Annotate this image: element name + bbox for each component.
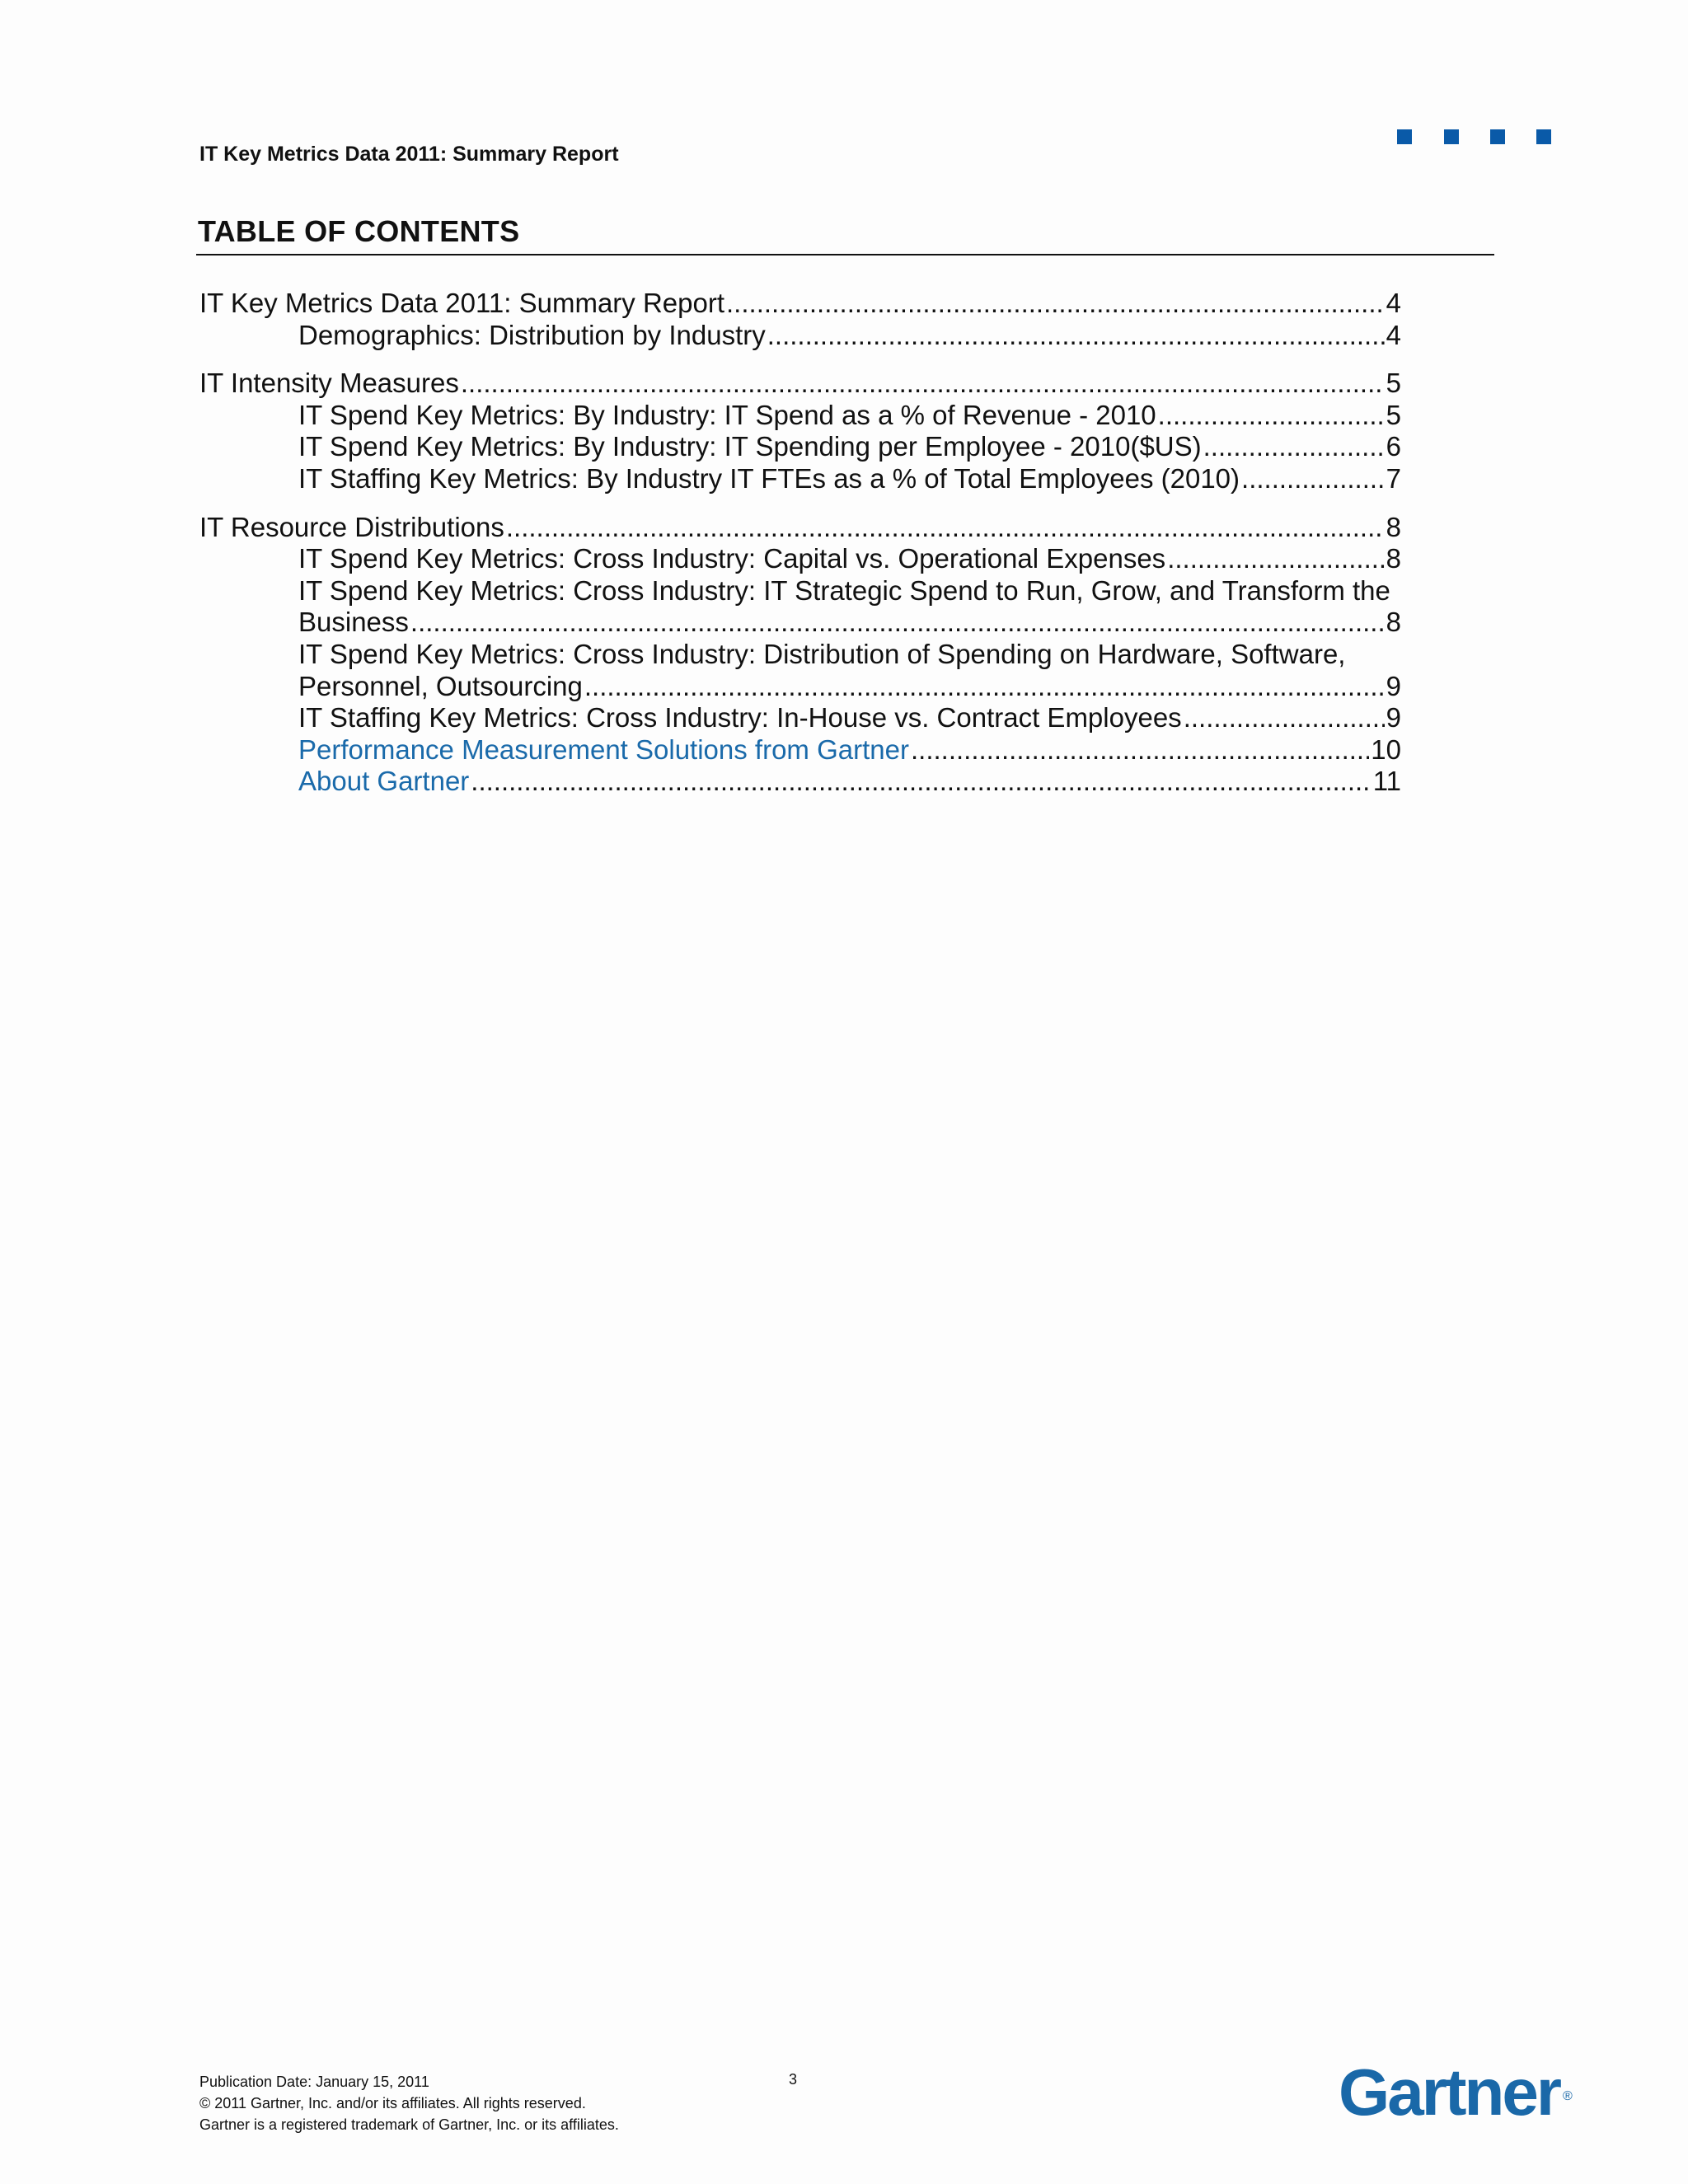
toc-entry-text-line1: IT Spend Key Metrics: Cross Industry: Distribution of Spending on Hardware, Software, xyxy=(298,638,1346,669)
toc-entry-text-line2: Business xyxy=(298,607,409,638)
toc-page-number: 4 xyxy=(1386,319,1401,350)
registered-mark: ® xyxy=(1562,2089,1573,2103)
toc-link-about-gartner[interactable] xyxy=(199,766,1401,798)
toc-entry-text: IT Spend Key Metrics: Cross Industry: Capital vs. Operational Expenses xyxy=(298,543,1166,574)
square-icon xyxy=(1536,129,1551,144)
page-number: 3 xyxy=(789,2071,798,2088)
square-icon xyxy=(1397,129,1412,144)
toc-entry-capital-vs-operational[interactable] xyxy=(199,543,1401,575)
square-icon xyxy=(1444,129,1459,144)
square-icon xyxy=(1490,129,1505,144)
running-header-title: IT Key Metrics Data 2011: Summary Report xyxy=(199,143,619,166)
toc-page-number: 6 xyxy=(1386,431,1401,462)
toc-page-number: 9 xyxy=(1386,670,1401,701)
toc-entry-text: IT Spend Key Metrics: By Industry: IT Spend as a % of Revenue - 2010 xyxy=(298,399,1156,430)
heading-divider xyxy=(196,254,1494,255)
table-of-contents xyxy=(199,288,1401,798)
toc-entry-demographics[interactable] xyxy=(199,320,1401,352)
toc-entry-text: IT Staffing Key Metrics: By Industry IT FTEs as a % of Total Employees (2010) xyxy=(298,462,1240,494)
toc-page-number: 4 xyxy=(1386,288,1401,318)
toc-page-number: 10 xyxy=(1371,733,1401,765)
toc-page-number: 5 xyxy=(1386,368,1401,399)
toc-page-number: 5 xyxy=(1386,399,1401,430)
trademark-notice: Gartner is a registered trademark of Gartner, Inc. or its affiliates. xyxy=(199,2116,619,2133)
toc-entry-run-grow-transform[interactable] xyxy=(199,575,1401,639)
toc-page-number: 8 xyxy=(1386,511,1401,542)
logo-text: Gartner xyxy=(1339,2055,1559,2129)
toc-entry-text: IT Intensity Measures xyxy=(199,368,459,399)
toc-entry-text: IT Staffing Key Metrics: Cross Industry: In-House vs. Contract Employees xyxy=(298,702,1182,733)
toc-entry-text-line2: Personnel, Outsourcing xyxy=(298,670,583,701)
gartner-logo xyxy=(1339,2055,1573,2130)
page-footer xyxy=(199,2071,619,2135)
toc-entry-text-line1: IT Spend Key Metrics: Cross Industry: IT Strategic Spend to Run, Grow, and Transform the xyxy=(298,574,1390,606)
toc-entry-it-resource-distributions[interactable] xyxy=(199,512,1401,544)
toc-page-number: 8 xyxy=(1386,607,1401,638)
publication-date: Publication Date: January 15, 2011 xyxy=(199,2074,429,2090)
copyright-notice: © 2011 Gartner, Inc. and/or its affiliates. All rights reserved. xyxy=(199,2095,586,2111)
toc-heading: TABLE OF CONTENTS xyxy=(198,214,520,248)
toc-entry-text: Demographics: Distribution by Industry xyxy=(298,319,766,350)
toc-link-performance-measurement[interactable] xyxy=(199,734,1401,766)
toc-entry-spending-distribution[interactable] xyxy=(199,639,1401,702)
toc-entry-it-intensity-measures[interactable] xyxy=(199,368,1401,400)
toc-entry-text: IT Key Metrics Data 2011: Summary Report xyxy=(199,288,725,318)
toc-entry-text: IT Resource Distributions xyxy=(199,511,504,542)
toc-link-text[interactable]: Performance Measurement Solutions from Gartner xyxy=(298,733,909,765)
toc-page-number: 7 xyxy=(1386,462,1401,494)
toc-page-number: 11 xyxy=(1372,766,1401,797)
toc-entry-text: IT Spend Key Metrics: By Industry: IT Spending per Employee - 2010($US) xyxy=(298,431,1202,462)
toc-entry-staffing-ftes[interactable] xyxy=(199,463,1401,495)
toc-entry-spend-percent-revenue[interactable] xyxy=(199,400,1401,432)
toc-page-number: 8 xyxy=(1386,543,1401,574)
toc-entry-spend-per-employee[interactable] xyxy=(199,431,1401,463)
toc-page-number: 9 xyxy=(1386,702,1401,733)
toc-entry-inhouse-vs-contract[interactable] xyxy=(199,702,1401,734)
toc-entry-summary-report[interactable] xyxy=(199,288,1401,320)
toc-link-text[interactable]: About Gartner xyxy=(298,766,470,797)
